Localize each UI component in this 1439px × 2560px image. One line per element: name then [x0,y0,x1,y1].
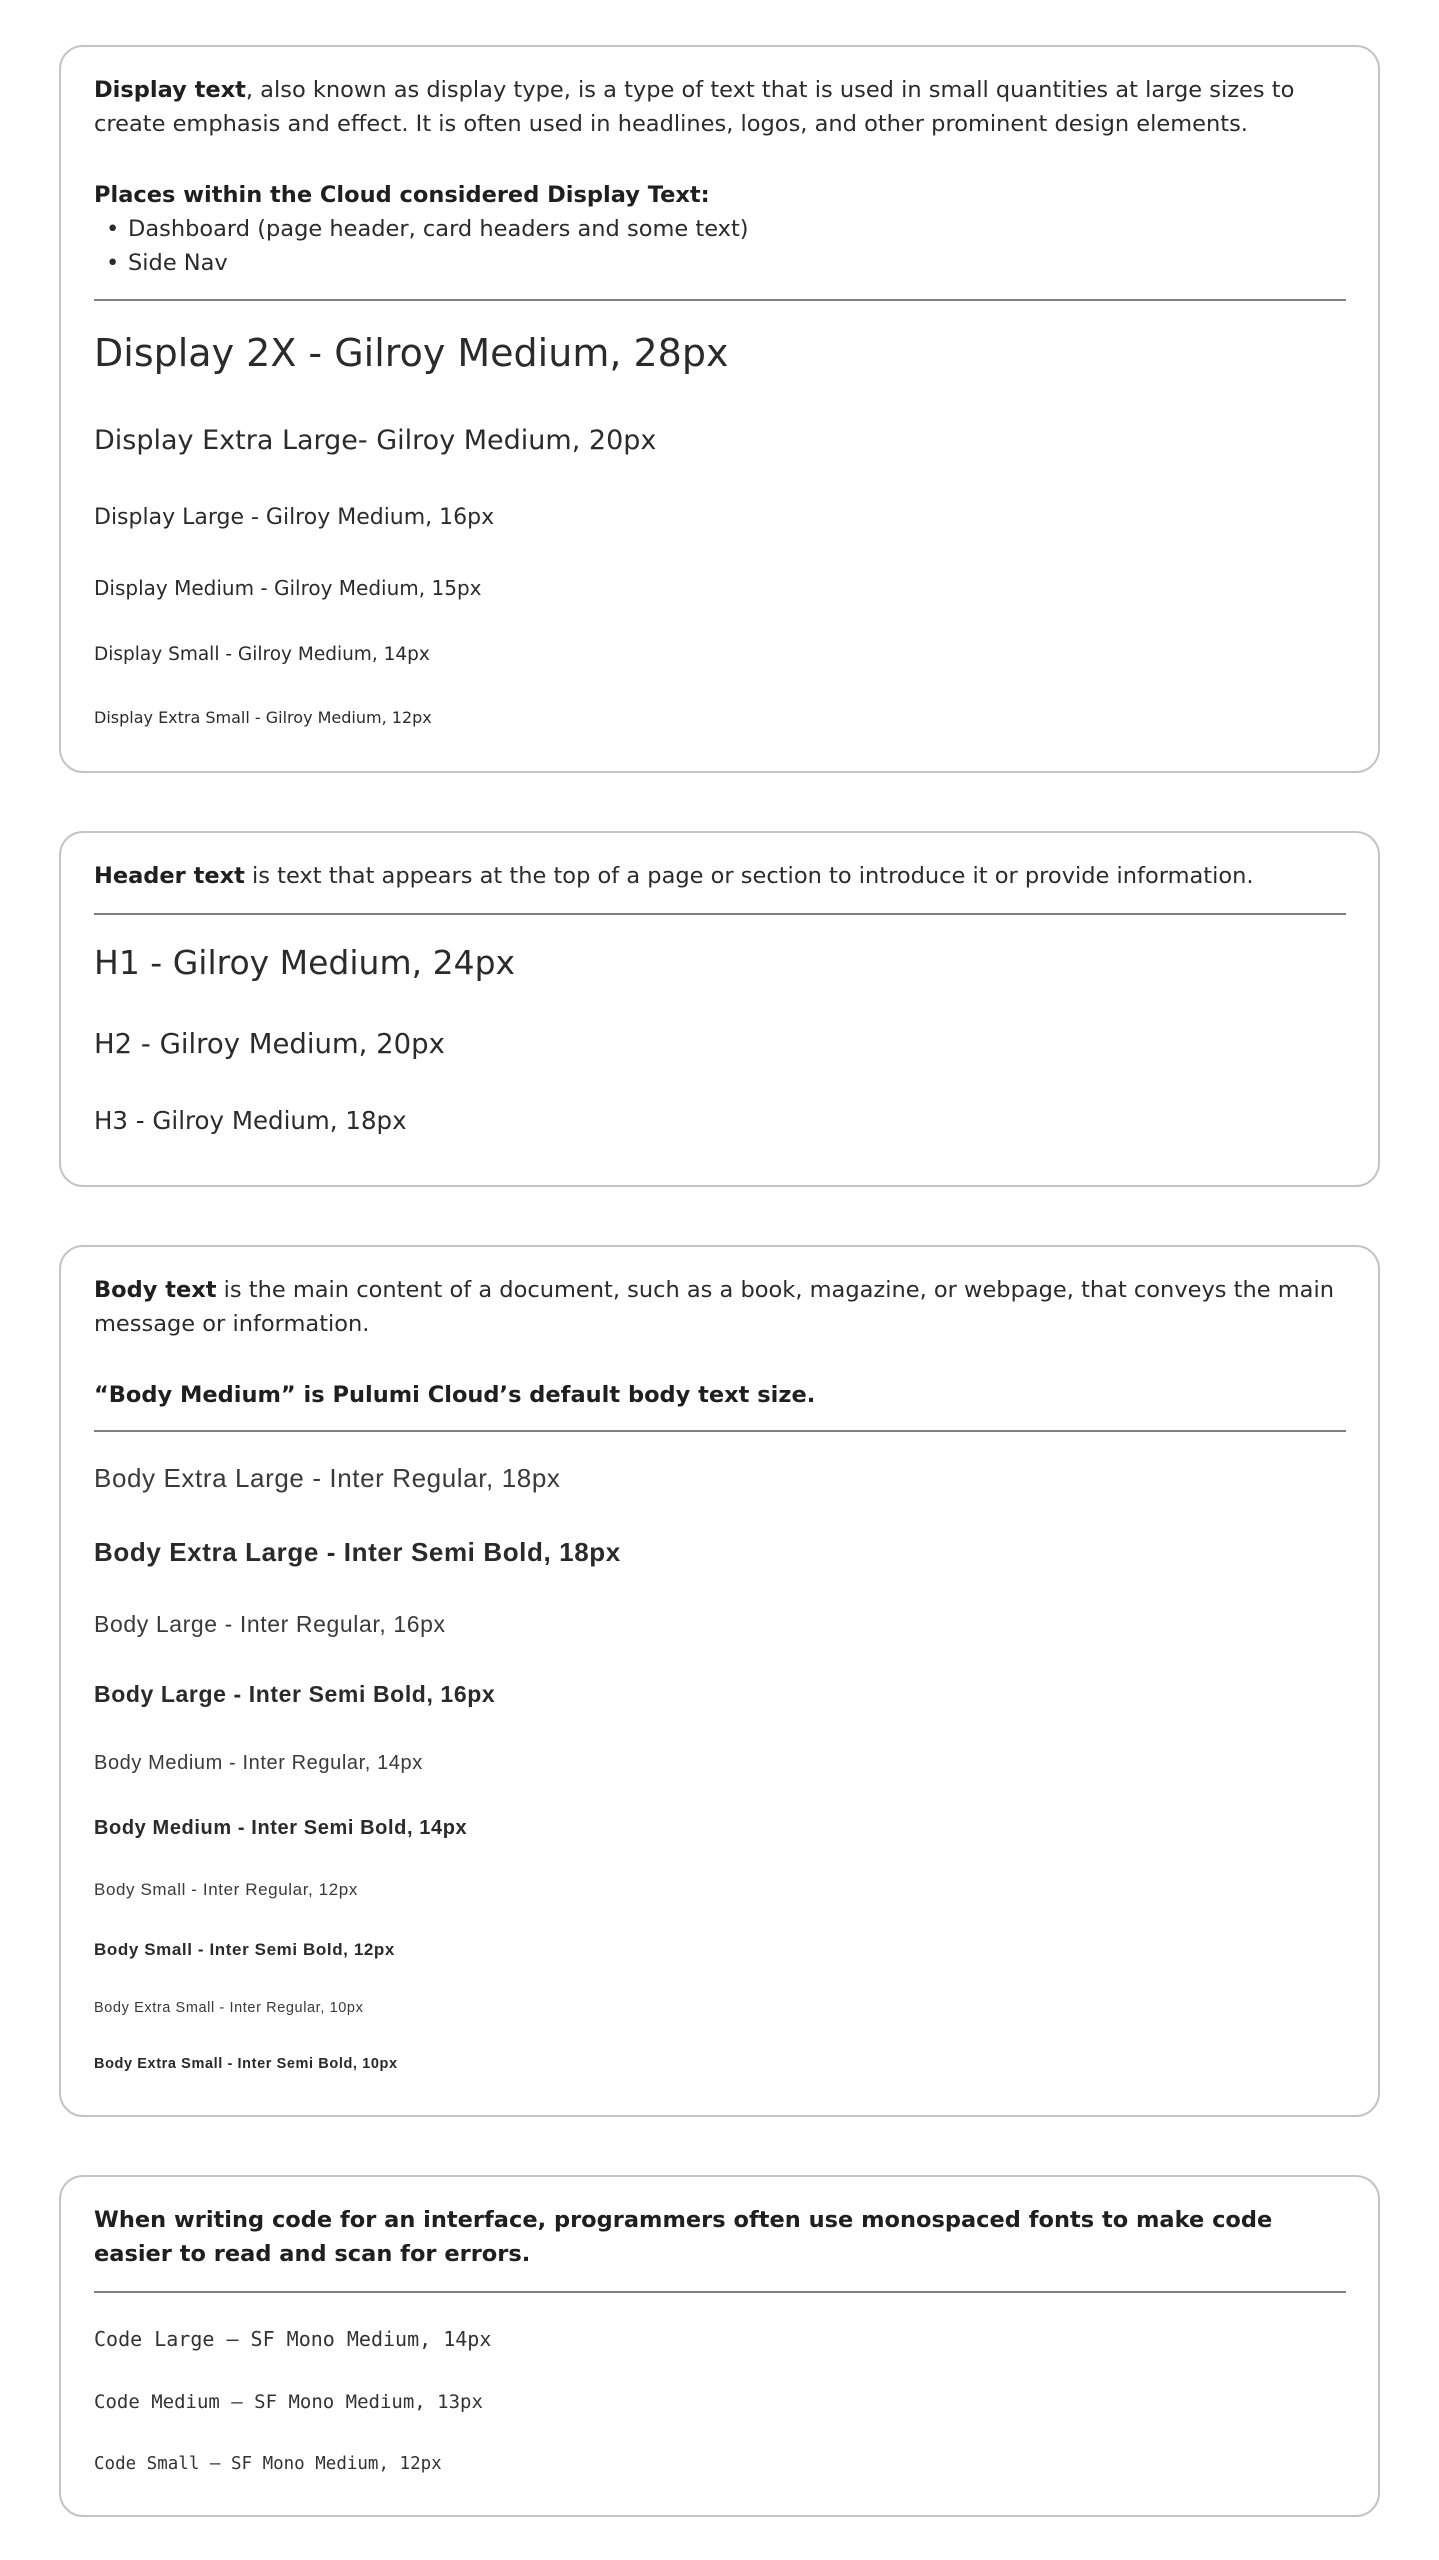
list-item [94,246,749,280]
sample-display-large: Display Large - Gilroy Medium, 16px [94,505,495,530]
body-text-term: Body text [94,1277,217,1303]
sample-code-medium: Code Medium – SF Mono Medium, 13px [94,2391,483,2413]
sample-body-xs-regular: Body Extra Small - Inter Regular, 10px [94,2000,364,2016]
bullet-icon: • [106,250,120,276]
sample-code-small: Code Small – SF Mono Medium, 12px [94,2454,442,2474]
display-places-list [94,212,749,280]
header-text-term: Header text [94,863,245,889]
code-text-card [59,2175,1380,2517]
sample-body-small-regular: Body Small - Inter Regular, 12px [94,1880,358,1899]
sample-display-extra-large: Display Extra Large- Gilroy Medium, 20px [94,425,657,456]
sample-body-xs-semibold: Body Extra Small - Inter Semi Bold, 10px [94,2056,398,2072]
sample-code-large: Code Large – SF Mono Medium, 14px [94,2327,492,2351]
sample-body-medium-semibold: Body Medium - Inter Semi Bold, 14px [94,1817,468,1839]
bullet-icon: • [106,216,120,242]
sample-h1: H1 - Gilroy Medium, 24px [94,943,516,982]
body-divider [94,1430,1346,1432]
body-default-note [94,1378,1346,1412]
sample-display-medium: Display Medium - Gilroy Medium, 15px [94,576,482,600]
header-text-description: is text that appears at the top of a page or section to introduce it or provide information. [244,863,1254,889]
display-text-intro [94,73,1346,141]
sample-body-xl-regular: Body Extra Large - Inter Regular, 18px [94,1463,561,1493]
body-text-description: is the main content of a document, such as a book, magazine, or webpage, that conveys the main message or information. [94,1277,1334,1337]
code-text-intro [94,2203,1346,2271]
display-text-card [59,45,1380,773]
body-text-card [59,1245,1380,2117]
sample-display-2x: Display 2X - Gilroy Medium, 28px [94,331,729,375]
list-item-text: Side Nav [128,250,228,276]
sample-display-extra-small: Display Extra Small - Gilroy Medium, 12px [94,708,432,727]
display-places-heading [94,178,1346,212]
header-text-card [59,831,1380,1187]
sample-body-small-semibold: Body Small - Inter Semi Bold, 12px [94,1940,395,1959]
sample-h2: H2 - Gilroy Medium, 20px [94,1028,445,1060]
display-text-description: , also known as display type, is a type of text that is used in small quantities at large sizes to create emphasis and effect. It is often used in headlines, logos, and other prominent design elements. [94,77,1295,137]
code-divider [94,2291,1346,2293]
sample-display-small: Display Small - Gilroy Medium, 14px [94,644,430,665]
body-default-note-text: “Body Medium” is Pulumi Cloud’s default body text size. [94,1382,816,1408]
sample-body-large-regular: Body Large - Inter Regular, 16px [94,1611,446,1637]
display-places-heading-text: Places within the Cloud considered Display Text: [94,182,710,208]
header-divider [94,913,1346,915]
display-text-term: Display text [94,77,246,103]
sample-h3: H3 - Gilroy Medium, 18px [94,1106,407,1135]
header-text-intro [94,859,1346,893]
sample-body-medium-regular: Body Medium - Inter Regular, 14px [94,1752,423,1774]
list-item-text: Dashboard (page header, card headers and some text) [128,216,749,242]
body-text-intro [94,1273,1346,1341]
sample-body-xl-semibold: Body Extra Large - Inter Semi Bold, 18px [94,1537,621,1567]
code-text-intro-text: When writing code for an interface, programmers often use monospaced fonts to make code easier to read and scan for errors. [94,2207,1273,2267]
list-item [94,212,749,246]
display-divider [94,299,1346,301]
sample-body-large-semibold: Body Large - Inter Semi Bold, 16px [94,1681,496,1707]
